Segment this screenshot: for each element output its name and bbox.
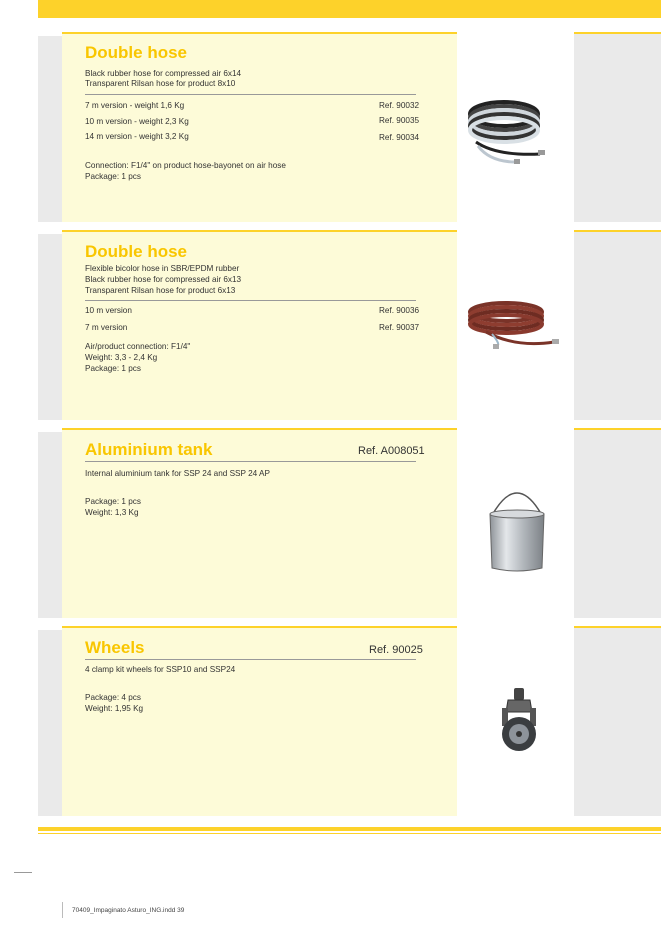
product-description: Black rubber hose for compressed air 6x14 [85, 69, 242, 78]
footer-filename: 70409_Impaginato Asturo_ING.indd 39 [72, 907, 185, 914]
product-title: Double hose [85, 242, 188, 261]
product-ref: Ref. A008051 [358, 445, 425, 457]
product-ref: Ref. 90025 [369, 644, 423, 656]
product-note: Package: 1 pcs [85, 364, 141, 373]
product-title: Wheels [85, 638, 145, 657]
product-description: Transparent Rilsan hose for product 8x10 [85, 79, 236, 88]
variant-label: 10 m version - weight 2,3 Kg [85, 117, 189, 126]
product-note: Connection: F1/4" on product hose-bayonet on air hose [85, 161, 286, 170]
top-accent-bar [38, 0, 661, 18]
product-note: Package: 1 pcs [85, 172, 141, 181]
bottom-accent-line [38, 833, 661, 834]
left-gray-strip [38, 630, 62, 816]
section-divider [85, 300, 416, 301]
variant-label: 10 m version [85, 306, 132, 315]
bottom-accent-bar [38, 827, 661, 831]
coiled-hose-icon [466, 92, 546, 170]
product-description: 4 clamp kit wheels for SSP10 and SSP24 [85, 665, 236, 674]
product-title: Double hose [85, 43, 188, 62]
product-description: Black rubber hose for compressed air 6x13 [85, 275, 242, 284]
section-divider [85, 659, 416, 660]
footer-mark [14, 872, 32, 873]
product-note: Weight: 1,3 Kg [85, 508, 139, 517]
left-gray-strip [38, 234, 62, 420]
right-gray-strip [574, 34, 661, 222]
section-divider [85, 461, 416, 462]
variant-ref: Ref. 90035 [379, 116, 420, 125]
footer-divider [62, 902, 63, 918]
product-note: Package: 1 pcs [85, 497, 141, 506]
section-divider [85, 94, 416, 95]
product-title: Aluminium tank [85, 440, 213, 459]
red-hose-icon [466, 296, 562, 356]
left-gray-strip [38, 36, 62, 222]
variant-label: 14 m version - weight 3,2 Kg [85, 132, 189, 141]
aluminium-tank-icon [484, 478, 550, 576]
variant-ref: Ref. 90037 [379, 323, 420, 332]
left-gray-strip [38, 432, 62, 618]
variant-ref: Ref. 90034 [379, 133, 420, 142]
variant-ref: Ref. 90036 [379, 306, 420, 315]
product-note: Weight: 1,95 Kg [85, 704, 144, 713]
caster-wheel-icon [494, 686, 544, 756]
variant-label: 7 m version [85, 323, 128, 332]
product-description: Internal aluminium tank for SSP 24 and SSP 24 AP [85, 469, 270, 478]
product-description: Transparent Rilsan hose for product 6x13 [85, 286, 236, 295]
product-note: Package: 4 pcs [85, 693, 141, 702]
right-gray-strip [574, 628, 661, 816]
variant-label: 7 m version - weight 1,6 Kg [85, 101, 185, 110]
variant-ref: Ref. 90032 [379, 101, 420, 110]
right-gray-strip [574, 430, 661, 618]
right-gray-strip [574, 232, 661, 420]
product-note: Weight: 3,3 - 2,4 Kg [85, 353, 158, 362]
product-note: Air/product connection: F1/4" [85, 342, 191, 351]
product-description: Flexible bicolor hose in SBR/EPDM rubber [85, 264, 240, 273]
